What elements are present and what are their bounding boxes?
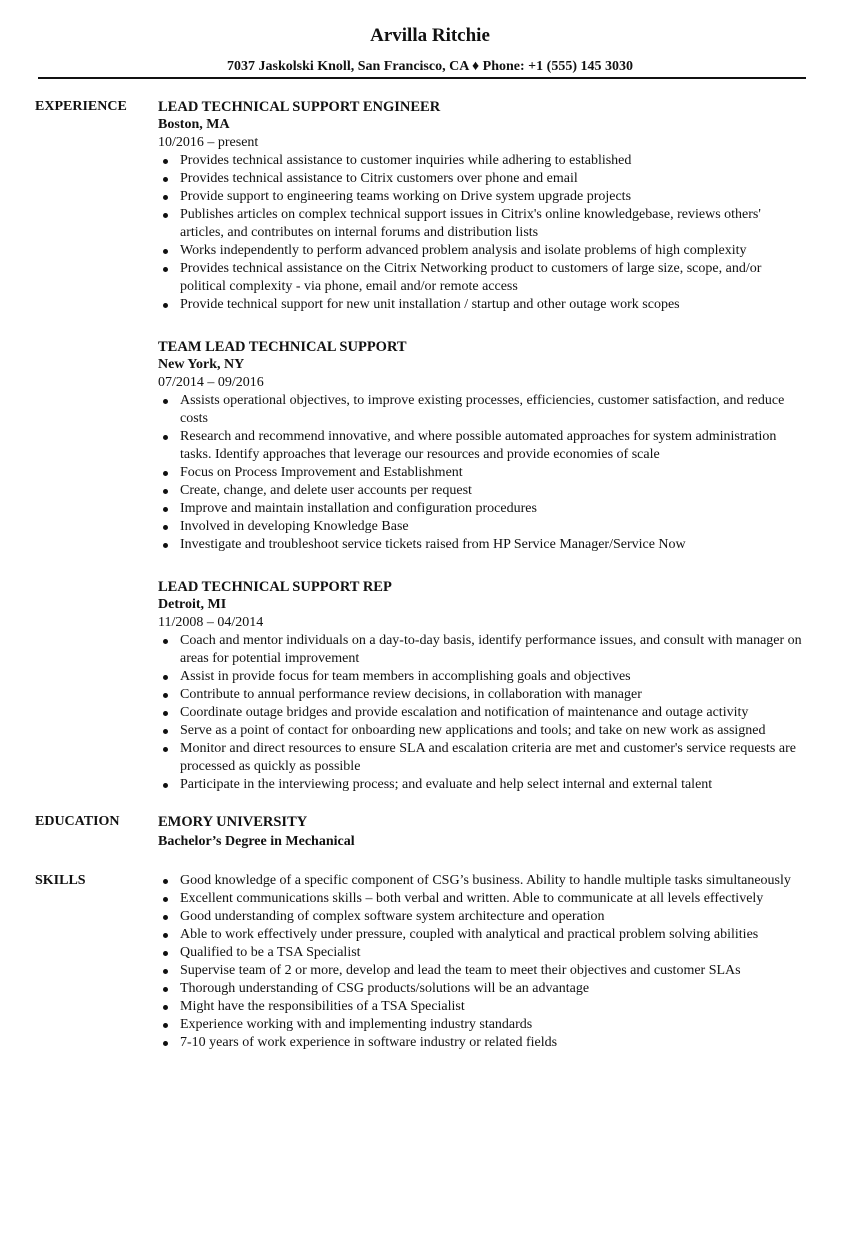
skill-text: Supervise team of 2 or more, develop and lead the team to meet their objectives and customer SLAs bbox=[180, 963, 741, 978]
bullet-icon bbox=[163, 879, 168, 884]
job-dates: 10/2016 – present bbox=[158, 135, 259, 150]
job-bullet bbox=[158, 428, 808, 464]
education-body bbox=[158, 813, 808, 851]
skill-text: Good understanding of complex software system architecture and operation bbox=[180, 909, 605, 924]
job-bullet-text: Investigate and troubleshoot service tickets raised from HP Service Manager/Service Now bbox=[180, 537, 686, 552]
skill-item bbox=[158, 962, 808, 980]
job-bullet-text: Provide support to engineering teams working on Drive system upgrade projects bbox=[180, 189, 632, 204]
education-section bbox=[0, 813, 860, 851]
skill-item bbox=[158, 908, 808, 926]
candidate-name: Arvilla Ritchie bbox=[370, 25, 490, 46]
job-bullet-text: Works independently to perform advanced problem analysis and isolate problems of high complexity bbox=[180, 243, 747, 258]
job-bullet-text: Participate in the interviewing process; and evaluate and help select internal and external talent bbox=[180, 777, 713, 792]
skill-text: Experience working with and implementing industry standards bbox=[180, 1017, 533, 1032]
job-bullet bbox=[158, 152, 808, 170]
experience-body bbox=[158, 98, 808, 813]
job-bullet bbox=[158, 518, 808, 536]
job-bullet-list bbox=[158, 152, 808, 314]
job-bullet-text: Provides technical assistance to Citrix customers over phone and email bbox=[180, 171, 578, 186]
bullet-icon bbox=[163, 525, 168, 530]
skill-item bbox=[158, 998, 808, 1016]
bullet-icon bbox=[163, 933, 168, 938]
job-bullet-text: Focus on Process Improvement and Establishment bbox=[180, 465, 463, 480]
bullet-icon bbox=[163, 987, 168, 992]
job-location: New York, NY bbox=[158, 357, 245, 372]
job-bullet-list bbox=[158, 632, 808, 794]
skill-item bbox=[158, 1034, 808, 1052]
job-bullet-text: Assists operational objectives, to improve existing processes, efficiencies, customer satisfaction, and reduce costs bbox=[180, 393, 785, 426]
education-heading: EDUCATION bbox=[35, 814, 120, 829]
bullet-icon bbox=[163, 489, 168, 494]
job-bullet bbox=[158, 686, 808, 704]
job-bullet-text: Assist in provide focus for team members in accomplishing goals and objectives bbox=[180, 669, 631, 684]
job-title: LEAD TECHNICAL SUPPORT ENGINEER bbox=[158, 99, 441, 115]
job-bullet-text: Provides technical assistance on the Citrix Networking product to customers of large size, scope, and/or political complexity - via phone, email and/or remote access bbox=[180, 261, 762, 294]
experience-heading: EXPERIENCE bbox=[35, 99, 127, 114]
job-bullet bbox=[158, 740, 808, 776]
skill-item bbox=[158, 872, 808, 890]
bullet-icon bbox=[163, 1023, 168, 1028]
job-bullet bbox=[158, 668, 808, 686]
bullet-icon bbox=[163, 951, 168, 956]
header-divider bbox=[38, 77, 806, 79]
job-bullet-text: Create, change, and delete user accounts per request bbox=[180, 483, 472, 498]
skill-item bbox=[158, 980, 808, 998]
job-bullet bbox=[158, 206, 808, 242]
bullet-icon bbox=[163, 639, 168, 644]
bullet-icon bbox=[163, 471, 168, 476]
bullet-icon bbox=[163, 399, 168, 404]
bullet-icon bbox=[163, 729, 168, 734]
skill-text: Qualified to be a TSA Specialist bbox=[180, 945, 361, 960]
skills-section bbox=[0, 872, 860, 1052]
job-bullet bbox=[158, 188, 808, 206]
skill-text: Thorough understanding of CSG products/solutions will be an advantage bbox=[180, 981, 590, 996]
bullet-icon bbox=[163, 1041, 168, 1046]
bullet-icon bbox=[163, 249, 168, 254]
bullet-icon bbox=[163, 693, 168, 698]
contact-info: 7037 Jaskolski Knoll, San Francisco, CA ♦ Phone: +1 (555) 145 3030 bbox=[227, 59, 633, 74]
skills-heading: SKILLS bbox=[35, 873, 86, 888]
bullet-icon bbox=[163, 783, 168, 788]
job-dates: 11/2008 – 04/2014 bbox=[158, 615, 264, 630]
job-bullet-list bbox=[158, 392, 808, 554]
skill-text: Might have the responsibilities of a TSA Specialist bbox=[180, 999, 465, 1014]
job-bullet-text: Coach and mentor individuals on a day-to-day basis, identify performance issues, and consult with manager on areas for potential improvement bbox=[180, 633, 802, 666]
job-bullet bbox=[158, 536, 808, 554]
job-bullet bbox=[158, 704, 808, 722]
job-bullet-text: Monitor and direct resources to ensure SLA and escalation criteria are met and customer's service requests are processed as quickly as possible bbox=[180, 741, 796, 774]
bullet-icon bbox=[163, 1005, 168, 1010]
job-location: Detroit, MI bbox=[158, 597, 227, 612]
bullet-icon bbox=[163, 915, 168, 920]
bullet-icon bbox=[163, 435, 168, 440]
bullet-icon bbox=[163, 675, 168, 680]
bullet-icon bbox=[163, 213, 168, 218]
bullet-icon bbox=[163, 195, 168, 200]
job-bullet bbox=[158, 500, 808, 518]
job-bullet-text: Provide technical support for new unit installation / startup and other outage work scopes bbox=[180, 297, 680, 312]
job-title: LEAD TECHNICAL SUPPORT REP bbox=[158, 579, 392, 595]
job-bullet-text: Provides technical assistance to customer inquiries while adhering to established bbox=[180, 153, 632, 168]
job-bullet bbox=[158, 392, 808, 428]
job-bullet-text: Research and recommend innovative, and where possible automated approaches for system administration tasks. Identify approaches that leverage our resources and provide economies of scale bbox=[180, 429, 777, 462]
job-bullet bbox=[158, 296, 808, 314]
job-dates: 07/2014 – 09/2016 bbox=[158, 375, 264, 390]
job-bullet-text: Improve and maintain installation and configuration procedures bbox=[180, 501, 537, 516]
skill-text: Good knowledge of a specific component of CSG’s business. Ability to handle multiple tasks simultaneously bbox=[180, 873, 791, 888]
job-bullet-text: Coordinate outage bridges and provide escalation and notification of maintenance and outage activity bbox=[180, 705, 749, 720]
job-bullet bbox=[158, 170, 808, 188]
job-bullet bbox=[158, 482, 808, 500]
job-bullet bbox=[158, 776, 808, 794]
bullet-icon bbox=[163, 543, 168, 548]
job-title: TEAM LEAD TECHNICAL SUPPORT bbox=[158, 339, 407, 355]
job-bullet bbox=[158, 464, 808, 482]
degree-name: Bachelor’s Degree in Mechanical bbox=[158, 834, 355, 849]
bullet-icon bbox=[163, 711, 168, 716]
bullet-icon bbox=[163, 969, 168, 974]
experience-section bbox=[0, 98, 860, 813]
bullet-icon bbox=[163, 507, 168, 512]
bullet-icon bbox=[163, 159, 168, 164]
skill-item bbox=[158, 926, 808, 944]
bullet-icon bbox=[163, 303, 168, 308]
job-bullet-text: Serve as a point of contact for onboarding new applications and tools; and take on new work as assigned bbox=[180, 723, 766, 738]
bullet-icon bbox=[163, 747, 168, 752]
skill-text: Excellent communications skills – both verbal and written. Able to communicate at all levels effectively bbox=[180, 891, 764, 906]
bullet-icon bbox=[163, 177, 168, 182]
job-entry bbox=[158, 98, 808, 314]
bullet-icon bbox=[163, 267, 168, 272]
skill-text: Able to work effectively under pressure, coupled with analytical and practical problem solving abilities bbox=[180, 927, 759, 942]
job-bullet bbox=[158, 242, 808, 260]
bullet-icon bbox=[163, 897, 168, 902]
job-bullet bbox=[158, 260, 808, 296]
job-bullet-text: Contribute to annual performance review decisions, in collaboration with manager bbox=[180, 687, 642, 702]
job-location: Boston, MA bbox=[158, 117, 230, 132]
skills-body bbox=[158, 872, 808, 1052]
skill-item bbox=[158, 944, 808, 962]
skill-item bbox=[158, 1016, 808, 1034]
school-name: EMORY UNIVERSITY bbox=[158, 814, 308, 830]
job-bullet-text: Involved in developing Knowledge Base bbox=[180, 519, 409, 534]
job-bullet-text: Publishes articles on complex technical support issues in Citrix's online knowledgebase, reviews others' articles, and contributes on internal forums and distribution lists bbox=[180, 207, 761, 240]
job-bullet bbox=[158, 722, 808, 740]
skill-text: 7-10 years of work experience in software industry or related fields bbox=[180, 1035, 558, 1050]
skill-item bbox=[158, 890, 808, 908]
job-bullet bbox=[158, 632, 808, 668]
skills-list bbox=[158, 872, 808, 1052]
resume-content bbox=[0, 98, 860, 1052]
job-entry bbox=[158, 578, 808, 794]
job-entry bbox=[158, 338, 808, 554]
